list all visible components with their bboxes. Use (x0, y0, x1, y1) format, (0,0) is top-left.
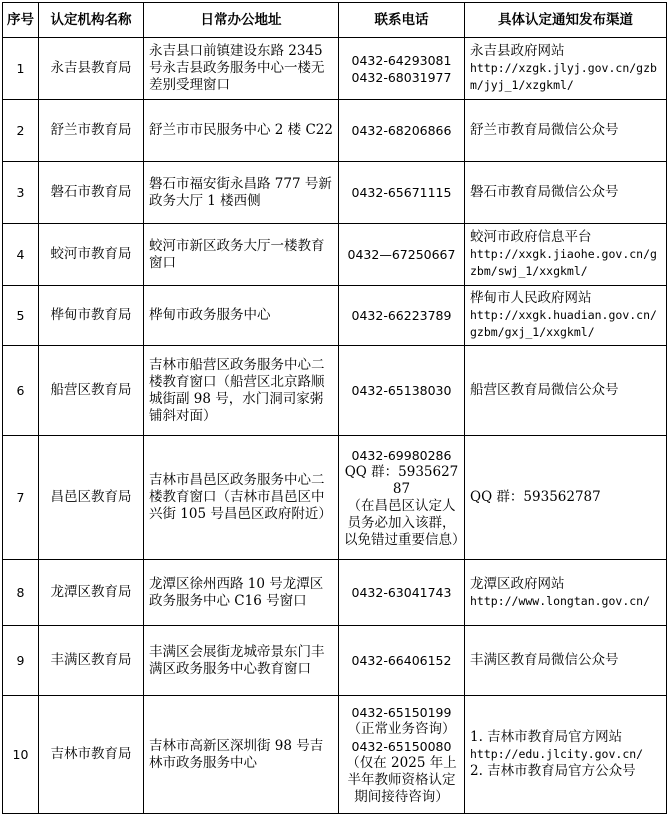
table-row (3, 346, 667, 436)
table-row (3, 696, 667, 814)
channel-text: 舒兰市教育局微信公众号 (470, 122, 619, 138)
channel-text: 桦甸市人民政府网站 (470, 290, 592, 306)
cell-channel (465, 560, 667, 626)
cell-seq: 2 (3, 100, 39, 162)
channel-text: 龙潭区政府网站 (470, 575, 565, 592)
table-row (3, 560, 667, 626)
channel-url[interactable]: http://xzgk.jlyj.gov.cn/gzbm/jyj_1/xzgkml/ (470, 61, 657, 92)
cell-phone (339, 162, 465, 224)
phone-line: 0432-65138030 (351, 383, 452, 398)
cell-phone (339, 286, 465, 346)
certification-agency-table (2, 2, 667, 814)
cell-address: 吉林市船营区政务服务中心二楼教育窗口（船营区北京路顺城街副 98 号，水门洞司家粥铺斜对面） (144, 346, 339, 436)
table-row (3, 286, 667, 346)
cell-address: 桦甸市政务服务中心 (144, 286, 339, 346)
cell-org: 蛟河市教育局 (39, 224, 144, 286)
phone-line: 0432—67250667 (347, 247, 456, 262)
phone-line: QQ 群：593562787 (344, 463, 459, 497)
cell-seq: 6 (3, 346, 39, 436)
cell-phone (339, 436, 465, 560)
channel-text: 1. 吉林市教育局官方网站 (470, 729, 623, 745)
cell-address: 蛟河市新区政务大厅一楼教育窗口 (144, 224, 339, 286)
channel-url[interactable]: http://www.longtan.gov.cn/ (470, 593, 651, 608)
cell-phone (339, 626, 465, 696)
phone-line: 0432-64293081 (351, 52, 452, 68)
table-row (3, 224, 667, 286)
cell-address: 永吉县口前镇建设东路 2345 号永吉县政务服务中心一楼无差别受理窗口 (144, 38, 339, 100)
cell-channel (465, 162, 667, 224)
cell-address: 丰满区会展街龙城帝景东门丰满区政务服务中心教育窗口 (144, 626, 339, 696)
cell-address: 龙潭区徐州西路 10 号龙潭区政务服务中心 C16 号窗口 (144, 560, 339, 626)
table-row (3, 436, 667, 560)
header-channel: 具体认定通知发布渠道 (465, 3, 667, 38)
table-row (3, 100, 667, 162)
channel-text: 永吉县政府网站 (470, 43, 565, 59)
cell-org: 舒兰市教育局 (39, 100, 144, 162)
channel-url[interactable]: http://xxgk.jiaohe.gov.cn/gzbm/swj_1/xxgkml/ (470, 247, 657, 278)
channel-url[interactable]: http://xxgk.huadian.gov.cn/gzbm/gxj_1/xxgkml/ (470, 308, 657, 339)
cell-seq: 3 (3, 162, 39, 224)
phone-line: 0432-66406152 (351, 653, 452, 668)
channel-text: 磐石市教育局微信公众号 (470, 184, 619, 200)
table-header-row (3, 3, 667, 38)
cell-org: 桦甸市教育局 (39, 286, 144, 346)
header-seq: 序号 (3, 3, 39, 38)
channel-url[interactable]: http://edu.jlcity.gov.cn/ (470, 747, 644, 761)
phone-line: 0432-65150199 (351, 704, 452, 720)
phone-line: 0432-68206866 (351, 123, 452, 138)
table-row (3, 162, 667, 224)
cell-org: 龙潭区教育局 (39, 560, 144, 626)
cell-org: 丰满区教育局 (39, 626, 144, 696)
cell-channel (465, 696, 667, 814)
cell-phone (339, 696, 465, 814)
phone-line: 0432-66223789 (351, 308, 452, 323)
phone-line: 0432-63041743 (351, 585, 452, 600)
cell-channel (465, 100, 667, 162)
cell-phone (339, 224, 465, 286)
cell-address: 吉林市高新区深圳街 98 号吉林市政务服务中心 (144, 696, 339, 814)
cell-seq: 8 (3, 560, 39, 626)
phone-line: 0432-65150080 (351, 738, 452, 754)
channel-text: 蛟河市政府信息平台 (470, 229, 592, 245)
phone-line: 0432-68031977 (351, 69, 452, 85)
cell-phone (339, 346, 465, 436)
cell-channel (465, 224, 667, 286)
header-address: 日常办公地址 (144, 3, 339, 38)
table-body (3, 38, 667, 814)
channel-text: QQ 群：593562787 (470, 489, 601, 505)
cell-org: 磐石市教育局 (39, 162, 144, 224)
phone-line: 0432-69980286 (351, 447, 452, 463)
header-org: 认定机构名称 (39, 3, 144, 38)
cell-phone (339, 100, 465, 162)
cell-seq: 5 (3, 286, 39, 346)
channel-text: 船营区教育局微信公众号 (470, 382, 619, 398)
channel-text: 2. 吉林市教育局官方公众号 (470, 763, 636, 779)
cell-channel (465, 436, 667, 560)
phone-line: （正常业务咨询） (347, 720, 456, 737)
phone-line: （仅在 2025 年上半年教师资格认定期间接待咨询） (346, 754, 457, 805)
channel-text: 丰满区教育局微信公众号 (470, 652, 619, 668)
cell-phone (339, 38, 465, 100)
cell-org: 船营区教育局 (39, 346, 144, 436)
table-row (3, 38, 667, 100)
cell-seq: 9 (3, 626, 39, 696)
cell-seq: 10 (3, 696, 39, 814)
cell-org: 永吉县教育局 (39, 38, 144, 100)
header-phone: 联系电话 (339, 3, 465, 38)
cell-channel (465, 286, 667, 346)
document-page (2, 2, 667, 814)
cell-org: 吉林市教育局 (39, 696, 144, 814)
cell-seq: 4 (3, 224, 39, 286)
cell-address: 磐石市福安街永昌路 777 号新政务大厅 1 楼西侧 (144, 162, 339, 224)
cell-channel (465, 38, 667, 100)
phone-line: 0432-65671115 (351, 185, 452, 200)
cell-org: 昌邑区教育局 (39, 436, 144, 560)
cell-address: 舒兰市市民服务中心 2 楼 C22 (144, 100, 339, 162)
cell-phone (339, 560, 465, 626)
phone-line: （在昌邑区认定人员务必加入该群，以免错过重要信息） (344, 497, 466, 548)
cell-channel (465, 626, 667, 696)
table-row (3, 626, 667, 696)
cell-seq: 7 (3, 436, 39, 560)
cell-address: 吉林市昌邑区政务服务中心二楼教育窗口（吉林市昌邑区中兴街 105 号昌邑区政府附近） (144, 436, 339, 560)
cell-seq: 1 (3, 38, 39, 100)
cell-channel (465, 346, 667, 436)
